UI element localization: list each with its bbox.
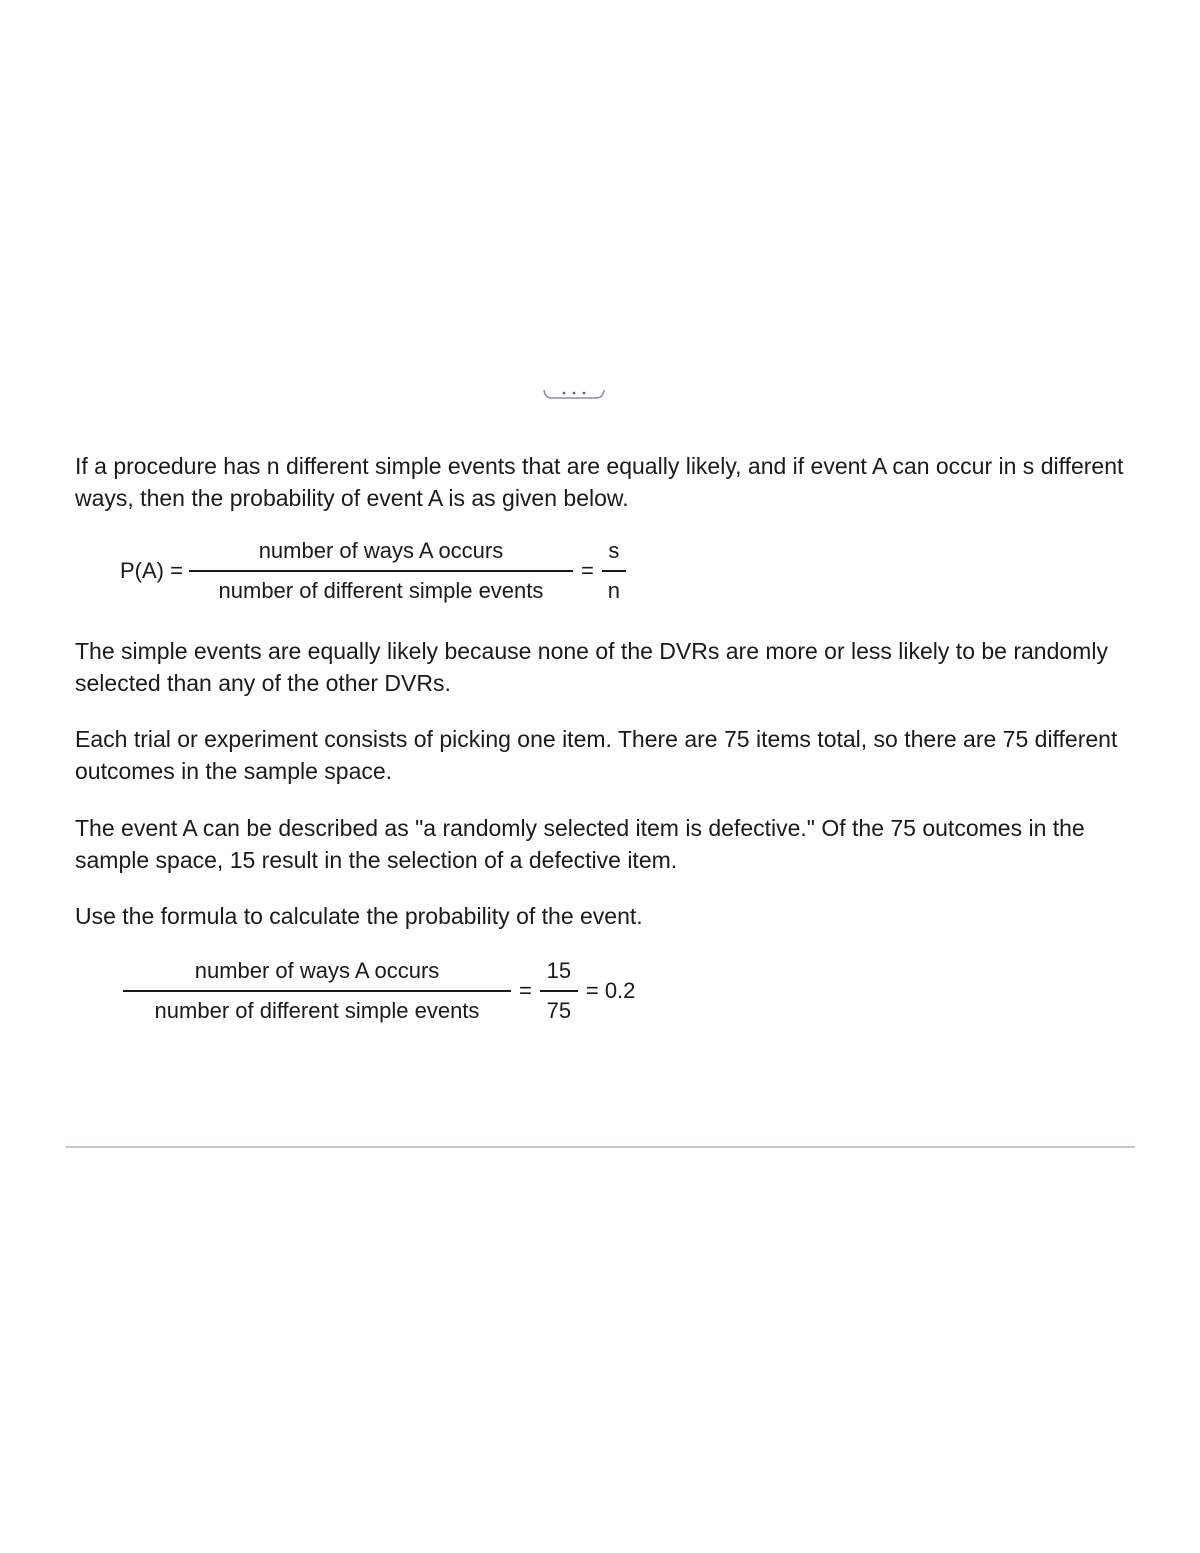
intro-paragraph: If a procedure has n different simple events that are equally likely, and if event A can occur in s different ways, then the probability of event A is as given below.: [75, 453, 1124, 511]
calculation-formula: [123, 958, 643, 1024]
result-value: = 0.2: [585, 978, 636, 1003]
value-numerator: 15: [540, 958, 578, 992]
instruction-paragraph: Use the formula to calculate the probability of the event.: [75, 903, 643, 929]
calc-denominator: number of different simple events: [154, 998, 480, 1023]
trial-paragraph: Each trial or experiment consists of picking one item. There are 75 items total, so there are 75 different outcomes in the sample space.: [75, 726, 1118, 784]
short-fraction: [602, 538, 626, 604]
value-denominator: 75: [546, 998, 572, 1023]
equally-likely-paragraph: The simple events are equally likely because none of the DVRs are more or less likely to be randomly selected than any of the other DVRs.: [75, 638, 1108, 696]
fraction-denominator: number of different simple events: [218, 578, 544, 603]
formula-fraction: [189, 538, 573, 604]
fraction-numerator: number of ways A occurs: [189, 538, 573, 572]
calc-numerator: number of ways A occurs: [123, 958, 511, 992]
equals-sign: =: [580, 558, 594, 583]
formula-lhs: P(A) =: [120, 558, 183, 583]
value-fraction: [540, 958, 578, 1024]
probability-formula: [120, 538, 626, 604]
ellipsis-expand-icon: [542, 388, 606, 402]
equals-sign: =: [519, 978, 532, 1003]
short-numerator: s: [602, 538, 626, 572]
event-paragraph: The event A can be described as "a randomly selected item is defective." Of the 75 outcomes in the sample space, 15 result in the selection of a defective item.: [75, 815, 1085, 873]
short-denominator: n: [607, 578, 620, 603]
calc-fraction: [123, 958, 511, 1024]
section-divider: [66, 1146, 1135, 1148]
expand-more-button[interactable]: [542, 388, 606, 402]
